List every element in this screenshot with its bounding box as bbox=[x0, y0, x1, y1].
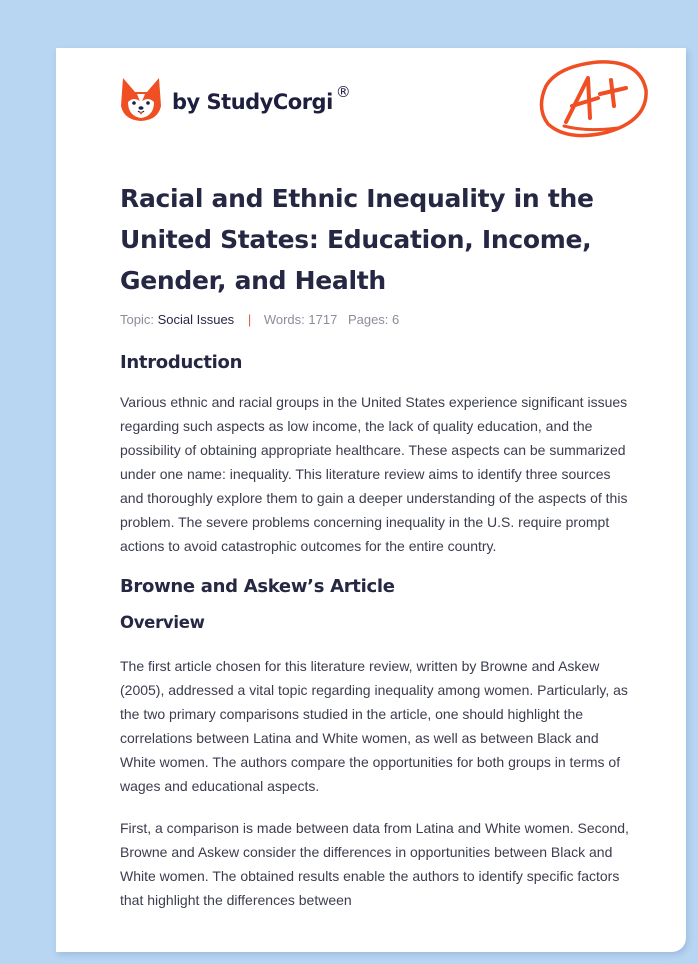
overview-paragraph-1: The first article chosen for this literature review, written by Browne and Askew (2005), addressed a vital topic regarding inequality among women. Particularly, as the two primary comparisons studied in the article, one should highlight the correlations between Latina and White women, as well as between Black and White women. The authors compare the opportunities for both groups in terms of wages and educational aspects. bbox=[120, 658, 628, 794]
overview-paragraph-2: First, a comparison is made between data from Latina and White women. Second, Browne and Askew consider the differences in opportunities between Black and White women. The obtained results enable the authors to identify specific factors that highlight the differences between bbox=[120, 820, 629, 908]
document-meta bbox=[120, 312, 399, 327]
topic-label: Topic: bbox=[120, 312, 154, 327]
words-label: Words: bbox=[263, 312, 305, 327]
section-heading-introduction: Introduction bbox=[120, 352, 243, 373]
document-body bbox=[120, 351, 632, 912]
meta-separator: | bbox=[247, 312, 252, 327]
pages-label: Pages: bbox=[347, 312, 389, 327]
a-plus-grade-icon bbox=[538, 58, 650, 140]
brand-logo[interactable] bbox=[120, 76, 351, 122]
registered-mark: ® bbox=[335, 83, 351, 101]
page-title: Racial and Ethnic Inequality in the United States: Education, Income, Gender, and Health bbox=[120, 184, 594, 295]
introduction-paragraph: Various ethnic and racial groups in the United States experience significant issues regarding such aspects as low income, the lack of quality education, and the possibility of obtaining appropriate healthcare. These aspects can be summarized under one name: inequality. This literature review aims to identify three sources and thoroughly explore them to gain a deeper understanding of the aspects of this problem. The severe problems concerning inequality in the U.S. require prompt actions to avoid catastrophic outcomes for the entire country. bbox=[120, 394, 628, 554]
section-heading-browne-askew: Browne and Askew’s Article bbox=[120, 576, 395, 597]
document-card bbox=[56, 48, 686, 952]
topic-link[interactable]: Social Issues bbox=[157, 312, 235, 327]
pages-count: 6 bbox=[392, 312, 400, 327]
corgi-icon bbox=[120, 76, 162, 122]
words-count: 1717 bbox=[308, 312, 338, 327]
brand-name: by StudyCorgi bbox=[172, 90, 333, 114]
subsection-heading-overview: Overview bbox=[120, 613, 205, 632]
